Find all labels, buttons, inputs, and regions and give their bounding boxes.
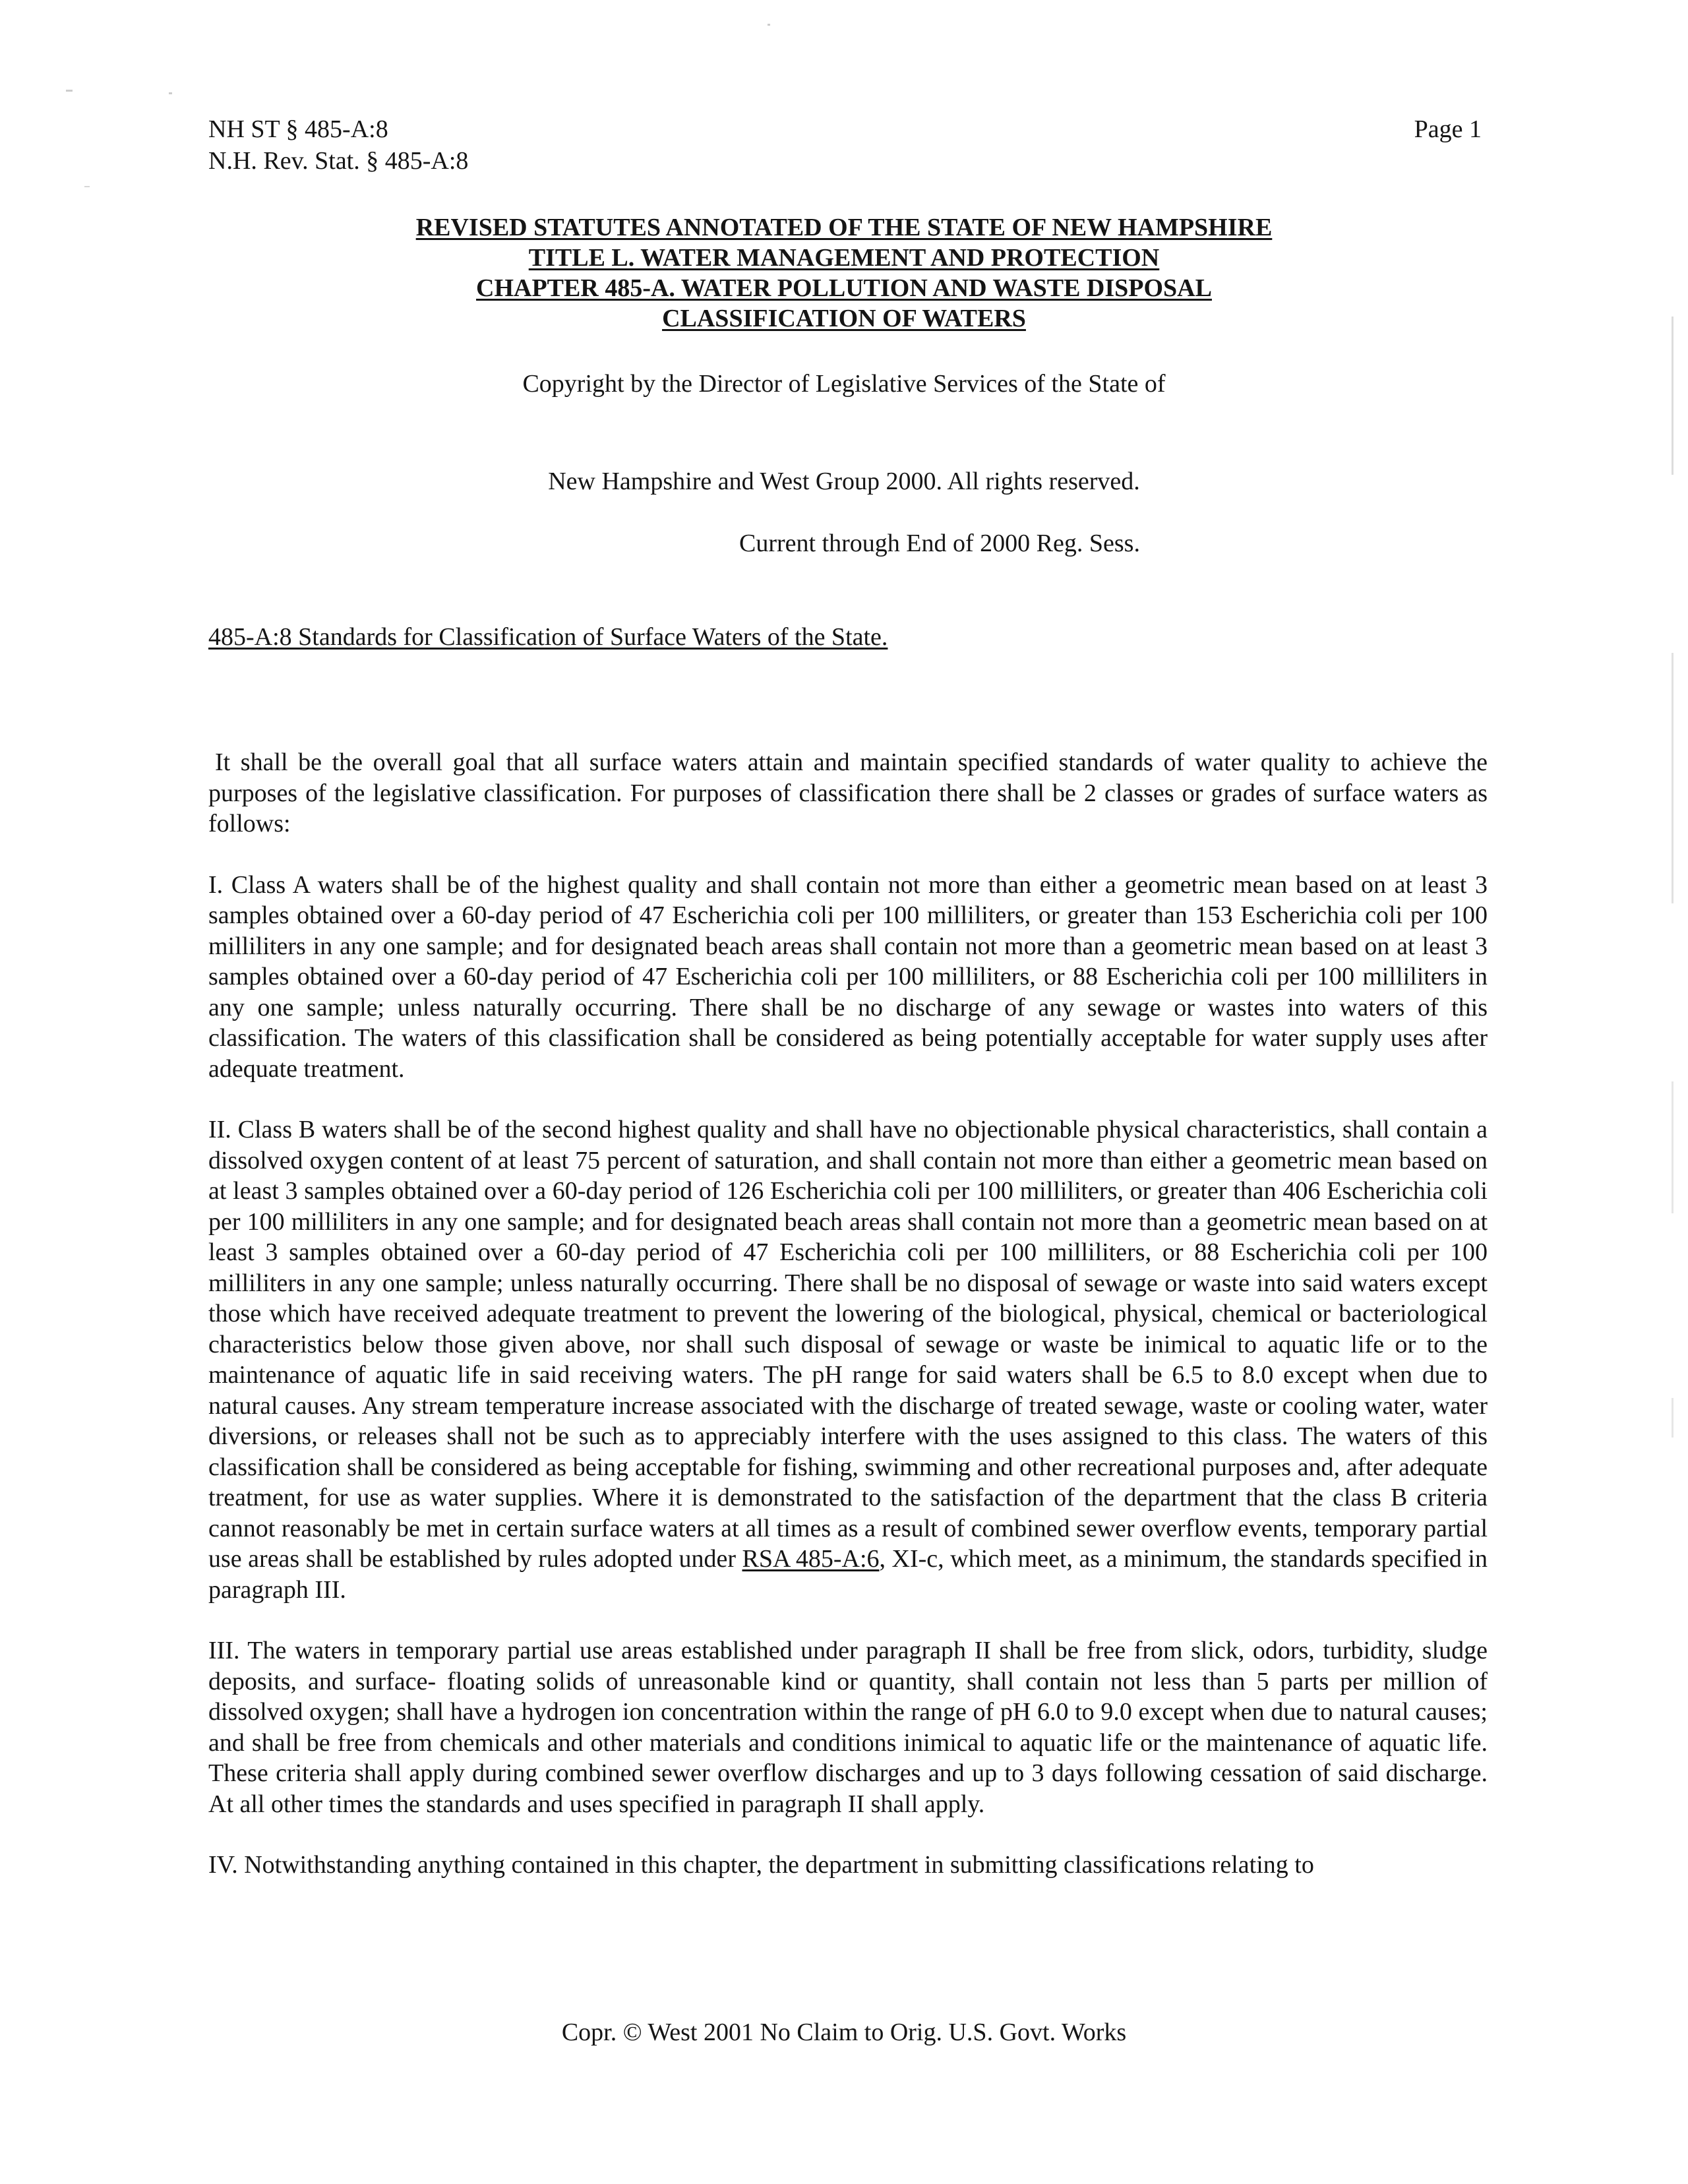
paragraph-class-b (208, 1114, 1488, 1605)
citation-nh-rev-stat: N.H. Rev. Stat. § 485-A:8 (208, 147, 469, 175)
heading-title: TITLE L. WATER MANAGEMENT AND PROTECTION (528, 244, 1160, 272)
currency-note: Current through End of 2000 Reg. Sess. (739, 530, 1140, 557)
page-footer: Copr. © West 2001 No Claim to Orig. U.S. Govt. Works (561, 2018, 1127, 2046)
statute-body (208, 747, 1488, 1911)
rsa-485-a-6-link[interactable]: RSA 485-A:6 (742, 1545, 880, 1573)
copyright-line-1: Copyright by the Director of Legislative Services of the State of (522, 370, 1166, 398)
paragraph-partial-use: III. The waters in temporary partial use areas established under paragraph II shall be free from slick, odors, turbidity, sludge deposits, and surface- floating solids of unreasonable kind or quantity, shall contain not less than 5 parts per million of dissolved oxygen; shall have a hydrogen ion concentration within the range of pH 6.0 to 9.0 except when due to natural causes; and shall be free from chemicals and other materials and conditions inimical to aquatic life or the maintenance of aquatic life. These criteria shall apply during combined sewer overflow discharges and up to 3 days following cessation of said discharge. At all other times the standards and uses specified in paragraph II shall apply. (208, 1637, 1488, 1818)
heading-revised-statutes: REVISED STATUTES ANNOTATED OF THE STATE OF NEW HAMPSHIRE (415, 214, 1273, 241)
heading-subdivision: CLASSIFICATION OF WATERS (662, 305, 1026, 332)
scan-artifact (169, 92, 172, 94)
paragraph-notwithstanding: IV. Notwithstanding anything contained in this chapter, the department in submitting classifications relating to (208, 1851, 1314, 1879)
scan-artifact (66, 90, 73, 92)
scan-artifact (84, 186, 90, 187)
statute-headings (0, 212, 1688, 334)
citation-nh-st: NH ST § 485-A:8 (208, 115, 388, 143)
copyright-line-2: New Hampshire and West Group 2000. All rights reserved. (548, 468, 1140, 495)
section-title: 485-A:8 Standards for Classification of Surface Waters of the State. (208, 623, 888, 651)
citation-block (208, 113, 468, 177)
paragraph-intro: It shall be the overall goal that all surface waters attain and maintain specified standards of water quality to achieve the purposes of the legislative classification. For purposes of classification there shall be 2 classes or grades of surface waters as follows: (208, 748, 1488, 837)
heading-chapter: CHAPTER 485-A. WATER POLLUTION AND WASTE DISPOSAL (476, 274, 1212, 302)
paragraph-class-a: I. Class A waters shall be of the highest quality and shall contain not more than either a geometric mean based on at least 3 samples obtained over a 60-day period of 47 Escherichia coli per 100 milliliters, or greater than 153 Escherichia coli per 100 milliliters in any one sample; and for designated beach areas shall contain not more than a geometric mean based on at least 3 samples obtained over a 60-day period of 47 Escherichia coli per 100 milliliters, or 88 Escherichia coli per 100 milliliters in any one sample; unless naturally occurring. There shall be no discharge of any sewage or wastes into waters of this classification. The waters of this classification shall be considered as being potentially acceptable for water supply uses after adequate treatment. (208, 870, 1488, 1083)
page-number: Page 1 (1414, 115, 1482, 143)
scan-artifact (1672, 317, 1673, 475)
scan-artifact (1672, 1398, 1673, 1438)
scan-artifact (768, 24, 770, 26)
paragraph-class-b-tail: , XI-c, which meet, as a minimum, the standards specified in paragraph III. (208, 1545, 1488, 1604)
paragraph-class-b-text: II. Class B waters shall be of the second highest quality and shall have no objectionable physical characteristics, shall contain a dissolved oxygen content of at least 75 percent of saturation, and shall contain not more than either a geometric mean based on at least 3 samples obtained over a 60-day period of 126 Escherichia coli per 100 milliliters, or greater than 406 Escherichia coli per 100 milliliters in any one sample; and for designated beach areas shall contain not more than a geometric mean based on at least 3 samples obtained over a 60-day period of 47 Escherichia coli per 100 milliliters, or 88 Escherichia coli per 100 milliliters in any one sample; unless naturally occurring. There shall be no disposal of sewage or waste into said waters except those which have received adequate treatment to prevent the lowering of the biological, physical, chemical or bacteriological characteristics below those given above, nor shall such disposal of sewage or waste be inimical to aquatic life or to the maintenance of aquatic life in said receiving waters. The pH range for said waters shall be 6.5 to 8.0 except when due to natural causes. Any stream temperature increase associated with the discharge of treated sewage, waste or cooling water, water diversions, or releases shall not be such as to appreciably interfere with the uses assigned to this class. The waters of this classification shall be considered as being acceptable for fishing, swimming and other recreational purposes and, after adequate treatment, for use as water supplies. Where it is demonstrated to the satisfaction of the department that the class B criteria cannot reasonably be met in certain surface waters at all times as a result of combined sewer overflow events, temporary partial use areas shall be established by rules adopted under (208, 1116, 1488, 1573)
scan-artifact (1672, 653, 1673, 903)
scan-artifact (1672, 1081, 1673, 1213)
